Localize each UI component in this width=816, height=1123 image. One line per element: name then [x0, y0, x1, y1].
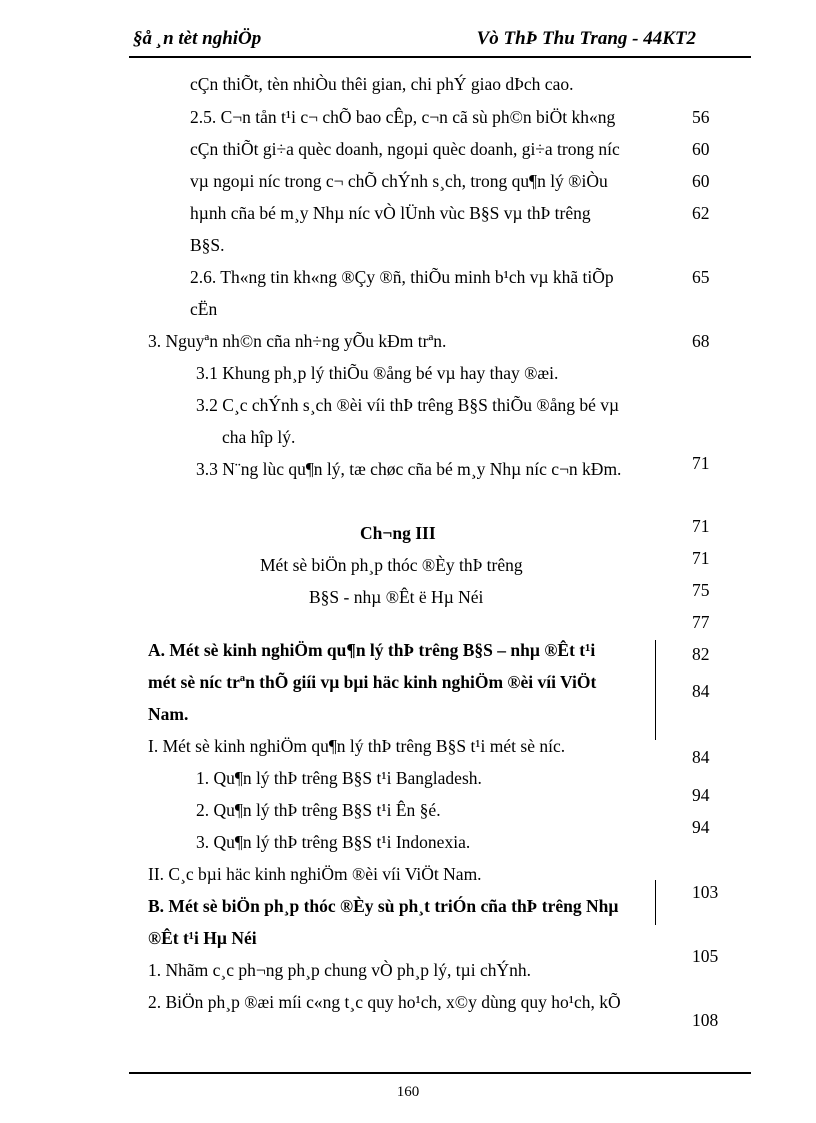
- page-number: 84: [692, 747, 710, 767]
- page-number: 94: [692, 785, 710, 805]
- page-number: 94: [692, 817, 710, 837]
- toc-line: 3.2 C¸c chÝnh s¸ch ®èi víi thÞ trêng B§S thiÕu ®ång bé vµ: [196, 395, 620, 415]
- page-number: 60: [692, 171, 710, 191]
- toc-line: vµ ngoµi níc trong c¬ chÕ chÝnh s¸ch, trong qu¶n lý ®iÒu: [190, 171, 608, 191]
- section-heading: B. Mét sè biÖn ph¸p thóc ®Èy sù ph¸t triÓn cña thÞ trêng Nhµ: [148, 896, 619, 916]
- toc-line: 3. Qu¶n lý thÞ trêng B§S t¹i Indonexia.: [196, 832, 471, 852]
- page-number: 105: [692, 946, 719, 966]
- toc-line: 3.1 Khung ph¸p lý thiÕu ®ång bé vµ hay thay ®æi.: [196, 363, 559, 383]
- toc-line: 3.3 N¨ng lùc qu¶n lý, tæ chøc cña bé m¸y Nhµ níc c¬n kÐm.: [196, 459, 622, 479]
- toc-line: cËn: [190, 299, 218, 319]
- section-heading: A. Mét sè kinh nghiÖm qu¶n lý thÞ trêng B§S – nhµ ®Êt t¹i: [148, 640, 596, 660]
- toc-line: cÇn thiÕt gi÷a quèc doanh, ngoµi quèc doanh, gi÷a trong níc: [190, 139, 620, 159]
- page-number: 82: [692, 644, 710, 664]
- toc-line: 1. Qu¶n lý thÞ trêng B§S t¹i Bangladesh.: [196, 768, 482, 788]
- section-heading: Nam.: [148, 704, 189, 724]
- toc-line: 2.6. Th«ng tin kh«ng ®Çy ®ñ, thiÕu minh b¹ch vµ khã tiÕp: [190, 267, 614, 287]
- toc-line: B§S.: [190, 235, 225, 255]
- page-number: 71: [692, 516, 710, 536]
- footer-rule: [129, 1072, 751, 1074]
- toc-line: 3. Nguyªn nh©n cña nh÷ng yÕu kÐm trªn.: [148, 331, 447, 351]
- toc-line: 2. BiÖn ph¸p ®æi míi c«ng t¸c quy ho¹ch, x©y dùng quy ho¹ch, kÕ: [148, 992, 621, 1012]
- header-rule: [129, 56, 751, 58]
- header-title: §å ¸n tèt nghiÖp: [133, 28, 262, 49]
- page-number: 108: [692, 1010, 719, 1030]
- page-number: 71: [692, 548, 710, 568]
- chapter-subtitle: B§S - nhµ ®Êt ë Hµ Néi: [309, 587, 484, 607]
- page-number: 65: [692, 267, 710, 287]
- margin-rule: [655, 640, 656, 740]
- toc-line: hµnh cña bé m¸y Nhµ níc vÒ lÜnh vùc B§S vµ thÞ trêng: [190, 203, 591, 223]
- page-number: 68: [692, 331, 710, 351]
- page-number: 62: [692, 203, 710, 223]
- toc-line: 1. Nhãm c¸c ph¬ng ph¸p chung vÒ ph¸p lý, tµi chÝnh.: [148, 960, 532, 980]
- toc-line: cÇn thiÕt, tèn nhiÒu thêi gian, chi phÝ giao dÞch cao.: [190, 74, 574, 94]
- toc-line: cha hîp lý.: [222, 427, 296, 447]
- section-heading: ®Êt t¹i Hµ Néi: [148, 928, 257, 948]
- page-number: 71: [692, 453, 710, 473]
- margin-rule: [655, 880, 656, 925]
- page-number: 77: [692, 612, 710, 632]
- toc-line: II. C¸c bµi häc kinh nghiÖm ®èi víi ViÖt Nam.: [148, 864, 482, 884]
- chapter-heading: Ch¬ng III: [360, 523, 436, 543]
- toc-line: 2. Qu¶n lý thÞ trêng B§S t¹i Ên §é.: [196, 800, 441, 820]
- page-number: 103: [692, 882, 719, 902]
- chapter-title: Mét sè biÖn ph¸p thóc ®Èy thÞ trêng: [260, 555, 523, 575]
- page-number: 84: [692, 681, 710, 701]
- page-number: 56: [692, 107, 710, 127]
- page-number: 75: [692, 580, 710, 600]
- header-author: Vò ThÞ Thu Trang - 44KT2: [476, 28, 696, 49]
- footer-page-number: 160: [396, 1084, 420, 1100]
- toc-line: 2.5. C¬n tån t¹i c¬ chÕ bao cÊp, c¬n cã sù ph©n biÖt kh«ng: [190, 107, 616, 127]
- page-number: 60: [692, 139, 710, 159]
- toc-line: I. Mét sè kinh nghiÖm qu¶n lý thÞ trêng B§S t¹i mét sè níc.: [148, 736, 566, 756]
- section-heading: mét sè níc trªn thÕ giíi vµ bµi häc kinh nghiÖm ®èi víi ViÖt: [148, 672, 597, 692]
